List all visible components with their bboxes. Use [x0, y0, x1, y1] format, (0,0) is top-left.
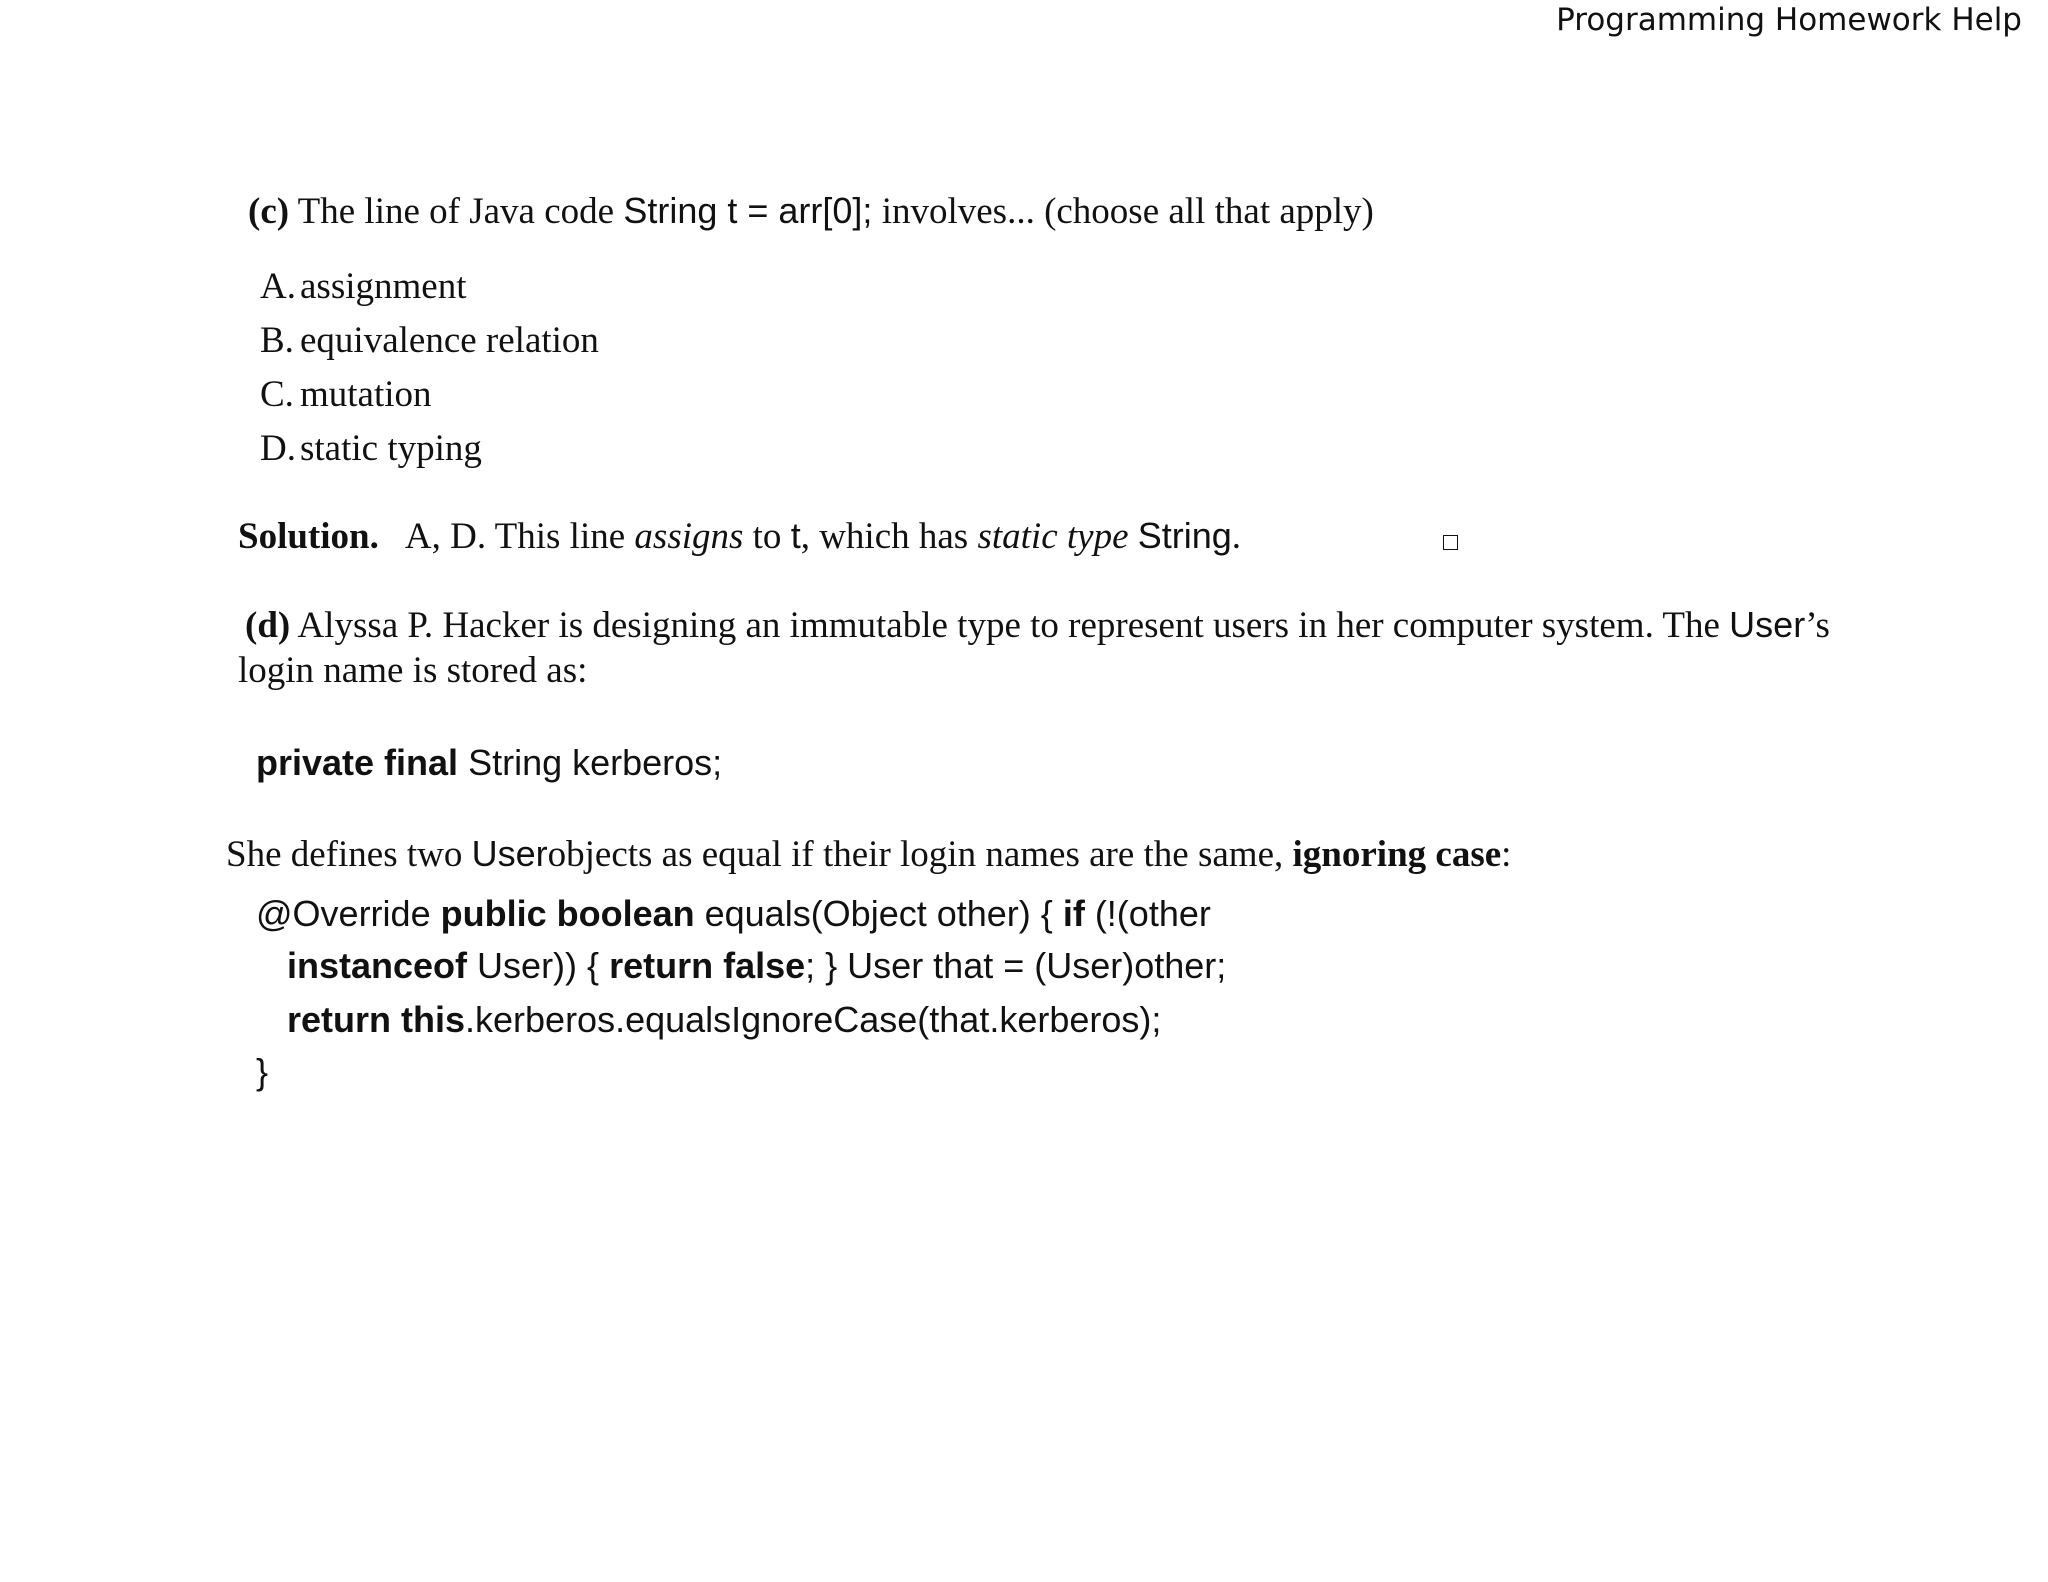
- question-c: [248, 190, 1374, 233]
- solution-text-3: to: [743, 516, 791, 557]
- page-header-title: Programming Homework Help: [1556, 2, 2022, 38]
- code-l2-b: User)) {: [467, 945, 610, 986]
- option-b: [260, 319, 599, 362]
- option-a: [260, 265, 466, 308]
- solution-line: [238, 515, 1241, 558]
- defines-text-3: :: [1501, 834, 1512, 875]
- defines-text-1: She defines two: [226, 834, 472, 875]
- option-d-text: static typing: [300, 428, 482, 469]
- code-l1-e: (!(other: [1084, 893, 1211, 934]
- solution-text-7: [1129, 516, 1138, 557]
- code-line-2: [287, 945, 1226, 987]
- solution-text-assigns: assigns: [634, 516, 744, 557]
- code-l2-d: ; } User that = (User)other;: [805, 945, 1227, 986]
- option-a-letter: A.: [260, 266, 296, 307]
- code-l3-b: .kerberos.equalsIgnoreCase(that.kerberos);: [465, 999, 1162, 1040]
- option-c-text: mutation: [300, 374, 432, 415]
- solution-label: Solution.: [238, 516, 379, 557]
- defines-line: [226, 833, 1511, 876]
- option-c-letter: C.: [260, 374, 294, 415]
- option-d-letter: D.: [260, 428, 296, 469]
- question-c-text-before: The line of Java code: [289, 191, 624, 232]
- solution-code-t: t: [790, 515, 801, 556]
- question-c-text-after: involves... (choose all that apply): [872, 191, 1374, 232]
- question-c-code: String t = arr[0];: [623, 190, 873, 231]
- question-d-line2: login name is stored as:: [238, 650, 588, 691]
- solution-text-9: .: [1231, 516, 1242, 557]
- field-rest: String kerberos;: [458, 742, 723, 783]
- code-l1-d: if: [1062, 893, 1085, 934]
- question-d-label: (d): [245, 605, 291, 646]
- code-line-4: }: [256, 1051, 269, 1092]
- code-l1-b: public boolean: [440, 893, 695, 934]
- question-d-line1: [245, 604, 1830, 647]
- code-line-1: [256, 893, 1211, 935]
- question-d-text: Alyssa P. Hacker is designing an immutable type to represent users in her computer system. The: [290, 605, 1730, 646]
- question-c-label: (c): [248, 191, 290, 232]
- question-d-possessive: ’s: [1805, 605, 1830, 646]
- code-line-3: [287, 999, 1161, 1041]
- field-declaration: [256, 742, 722, 784]
- code-l2-a: instanceof: [287, 945, 468, 986]
- option-d: [260, 427, 482, 470]
- option-c: [260, 373, 432, 416]
- defines-code-user: User: [471, 833, 548, 874]
- defines-bold: ignoring case: [1292, 834, 1502, 875]
- code-l1-a: @Override: [256, 893, 441, 934]
- solution-text-static-type: static type: [977, 516, 1129, 557]
- code-l3-a: return this: [287, 999, 466, 1040]
- option-b-letter: B.: [260, 320, 294, 361]
- option-a-text: assignment: [300, 266, 467, 307]
- field-keywords: private final: [256, 742, 459, 783]
- option-b-text: equivalence relation: [300, 320, 599, 361]
- code-l2-c: return false: [609, 945, 806, 986]
- end-of-proof-icon: [1443, 535, 1458, 555]
- defines-text-2: objects as equal if their login names are the same,: [547, 834, 1293, 875]
- solution-code-string: String: [1137, 515, 1232, 556]
- question-d-code-user: User: [1729, 604, 1806, 645]
- code-l1-c: equals(Object other) {: [694, 893, 1063, 934]
- solution-text-5: , which has: [800, 516, 978, 557]
- solution-text-1: A, D. This line: [404, 516, 635, 557]
